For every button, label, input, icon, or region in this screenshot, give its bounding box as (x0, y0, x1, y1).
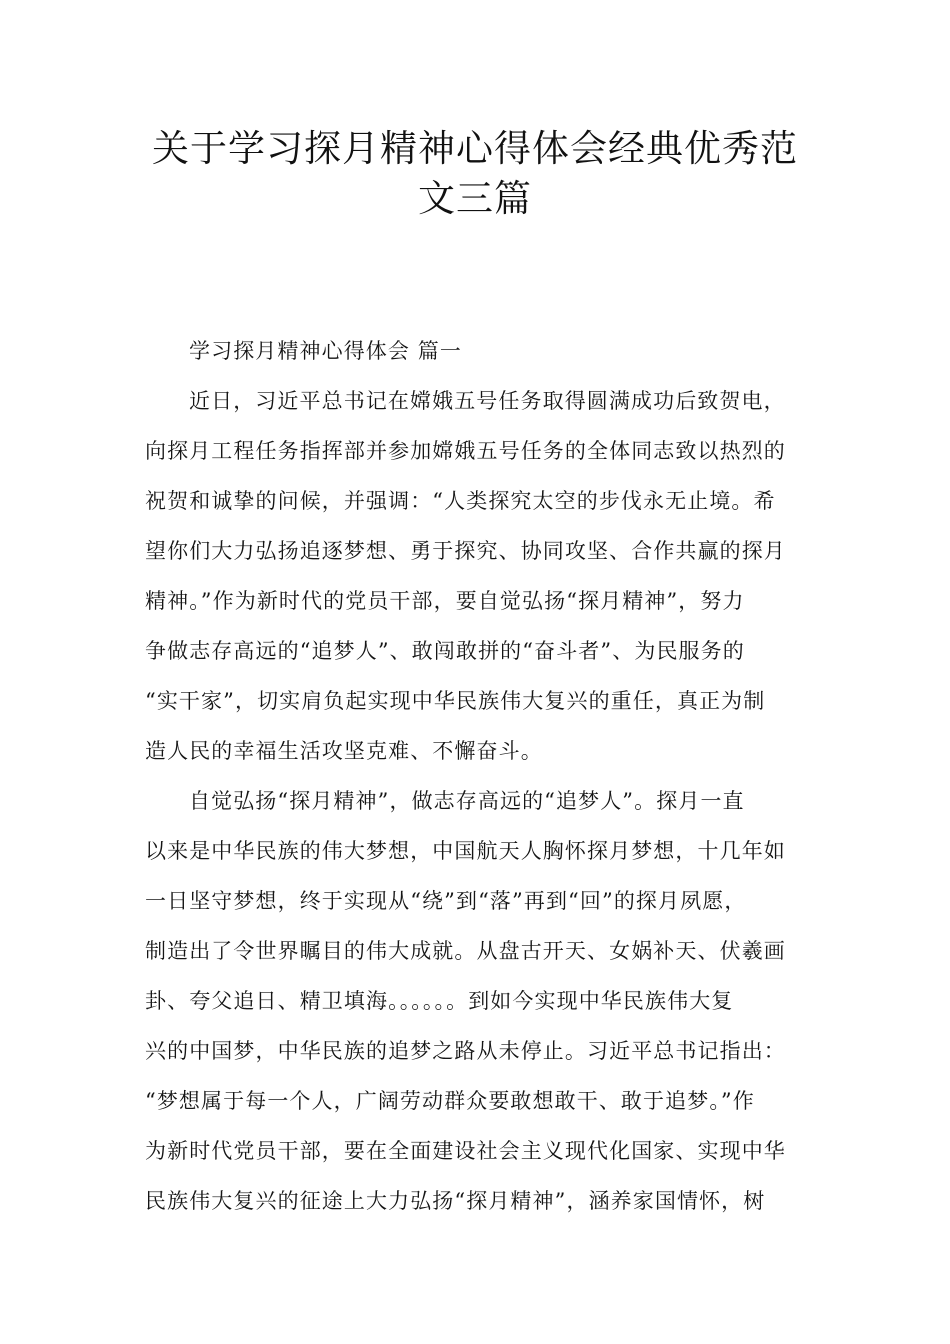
document-title (120, 124, 830, 224)
paragraph-line: 向探月工程任务指挥部并参加嫦娥五号任务的全体同志致以热烈的 (145, 439, 786, 463)
paragraph-line: 自觉弘扬“探月精神”，做志存高远的“追梦人”。探月一直 (189, 789, 745, 813)
paragraph-line: “实干家”，切实肩负起实现中华民族伟大复兴的重任，真正为制 (145, 689, 766, 713)
paragraph-line: 望你们大力弘扬追逐梦想、勇于探究、协同攻坚、合作共赢的探月 (145, 539, 786, 563)
section-heading: 学习探月精神心得体会 篇一 (189, 339, 462, 363)
paragraph-line: 卦、夸父追日、精卫填海。。。。。。到如今实现中华民族伟大复 (145, 989, 734, 1013)
paragraph-line: 争做志存高远的“追梦人”、敢闯敢拼的“奋斗者”、为民服务的 (145, 639, 745, 663)
paragraph-line: 一日坚守梦想，终于实现从“绕”到“落”再到“回”的探月夙愿， (145, 889, 747, 913)
paragraph-line: 民族伟大复兴的征途上大力弘扬“探月精神”，涵养家国情怀，树 (145, 1189, 766, 1213)
paragraph-line: 以来是中华民族的伟大梦想，中国航天人胸怀探月梦想，十几年如 (145, 839, 786, 863)
title-line-1: 关于学习探月精神心得体会经典优秀范 (152, 127, 798, 170)
title-line-2: 文三篇 (418, 177, 532, 220)
paragraph-line: 近日，习近平总书记在嫦娥五号任务取得圆满成功后致贺电， (189, 389, 786, 413)
paragraph-line: 制造出了令世界瞩目的伟大成就。从盘古开天、女娲补天、伏羲画 (145, 939, 786, 963)
paragraph-line: 兴的中国梦，中华民族的追梦之路从未停止。习近平总书记指出： (145, 1039, 786, 1063)
paragraph-line: 造人民的幸福生活攻坚克难、不懈奋斗。 (145, 739, 543, 763)
paragraph-line: “梦想属于每一个人，广阔劳动群众要敢想敢干、敢于追梦。”作 (145, 1089, 755, 1113)
document-body (145, 326, 825, 1226)
paragraph-line: 祝贺和诚挚的问候，并强调：“人类探究太空的步伐永无止境。希 (145, 489, 776, 513)
paragraph-line: 精神。”作为新时代的党员干部，要自觉弘扬“探月精神”，努力 (145, 589, 745, 613)
paragraph-line: 为新时代党员干部，要在全面建设社会主义现代化国家、实现中华 (145, 1139, 786, 1163)
